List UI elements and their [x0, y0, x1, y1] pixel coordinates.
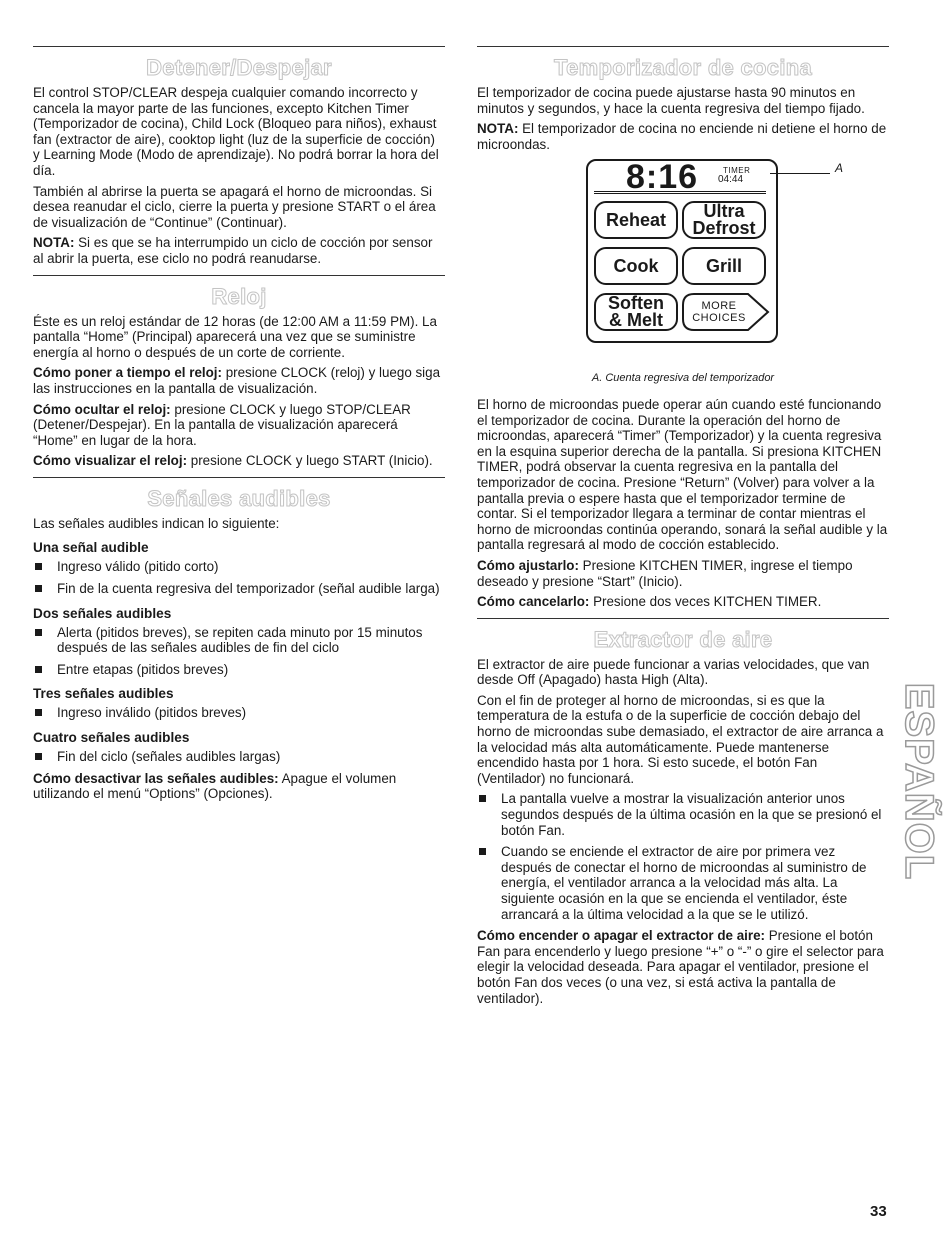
list-item: Entre etapas (pitidos breves): [33, 662, 445, 678]
soften-melt-button: [594, 293, 678, 331]
line-2: Defrost: [692, 218, 756, 239]
heading-temporizador: Temporizador de cocina: [553, 55, 813, 80]
control-panel: [586, 159, 778, 343]
list-item: Fin de la cuenta regresiva del temporizador (señal audible larga): [33, 581, 445, 597]
temporizador-cancel: [477, 594, 889, 610]
reheat-label: Reheat: [605, 209, 667, 230]
display-time: 8:16: [626, 158, 699, 197]
note-label: NOTA:: [33, 235, 75, 251]
label: Cómo visualizar el reloj:: [33, 453, 188, 469]
subhead-tres-senales: Tres señales audibles: [33, 686, 174, 702]
list-item: La pantalla vuelve a mostrar la visualización anterior unos segundos después de la última ocasión en la que se presionó el botón Fan.: [477, 791, 889, 838]
more-choices-button: [682, 293, 756, 331]
label: Cómo poner a tiempo el reloj:: [33, 365, 222, 381]
left-column: [33, 46, 445, 807]
detener-note: [33, 235, 445, 266]
more-choices-label: [692, 300, 746, 324]
line-1: Soften: [608, 293, 664, 314]
extractor-toggle: [477, 928, 889, 1006]
temporizador-paragraph-1: El temporizador de cocina puede ajustarse hasta 90 minutos en minutos y segundos, y hace la cuenta regresiva del tiempo fijado.: [477, 85, 865, 116]
right-column: [477, 46, 889, 1011]
temporizador-paragraph-2: El horno de microondas puede operar aún cuando esté funcionando el temporizador de cocina. Durante la operación del horno de microondas, aparecerá “Timer” (Temporizador) y la cuenta regresiva en la esquina superior derecha de la pantalla. Si presiona KITCHEN TIMER, podrá observar la cuenta regresiva en la pantalla del temporizador de cocina. Presione “Return” (Volver) para volver a la pantalla previa o espere hasta que el temporizador termine de contar. Si el temporizador llegara a terminar de contar mientras el horno de microondas continúa operando, sonará la señal audible y la pantalla regresará al modo de cocción establecido.: [477, 396, 888, 553]
line-1: MORE: [701, 300, 737, 313]
section-divider: [477, 46, 889, 47]
subhead-una-senal: Una señal audible: [33, 540, 149, 556]
section-divider: [33, 46, 445, 47]
list-dos-senales: [33, 625, 445, 678]
cook-button: [594, 247, 678, 285]
side-tab-label: ESPAÑOL: [897, 682, 942, 880]
text: Presione KITCHEN TIMER, ingrese el tiempo deseado y presione “Start” (Inicio).: [477, 557, 853, 589]
reloj-set-clock: [33, 365, 445, 396]
ultra-defrost-label: [692, 203, 755, 237]
heading-extractor: Extractor de aire: [593, 626, 773, 652]
callout-label: A: [835, 161, 844, 176]
note-text: El temporizador de cocina no enciende ni detiene el horno de microondas.: [477, 121, 887, 152]
language-side-tab: [897, 650, 942, 912]
list-item: Ingreso válido (pitido corto): [33, 559, 445, 575]
label: Cómo desactivar las señales audibles:: [33, 770, 279, 786]
section-divider: [477, 618, 889, 619]
detener-paragraph-2: También al abrirse la puerta se apagará el horno de microondas. Si desea reanudar el ciclo, cierre la puerta y presione START o el área de visualización de “Continue” (Continuar).: [33, 183, 436, 230]
heading-reloj: Reloj: [211, 283, 267, 309]
text: Apague el volumen utilizando el menú “Options” (Opciones).: [33, 770, 397, 802]
label: Cómo ocultar el reloj:: [33, 401, 171, 417]
grill-button: [682, 247, 766, 285]
panel-display: [594, 158, 766, 197]
control-panel-figure: [477, 157, 889, 369]
section-divider: [33, 275, 445, 276]
line-1: Ultra: [703, 201, 745, 222]
soften-melt-label: [608, 295, 664, 329]
note-text: Si es que se ha interrumpido un ciclo de cocción por sensor al abrir la puerta, ese ciclo no podrá reanudarse.: [33, 235, 433, 266]
callout-leader-line: [770, 173, 830, 174]
subhead-cuatro-senales: Cuatro señales audibles: [33, 730, 190, 746]
temporizador-note: [477, 121, 889, 152]
ultra-defrost-button: [682, 201, 766, 239]
text: presione CLOCK y luego STOP/CLEAR (Detener/Despejar). En la pantalla de visualización aparecerá “Home” en lugar de la hora.: [33, 401, 411, 448]
list-item: Cuando se enciende el extractor de aire por primera vez después de conectar el horno de microondas al suministro de energía, el ventilador arranca a la velocidad más alta. La siguiente ocasión en la que se encienda el ventilador, éste arrancará a la última velocidad a la que se le utilizó.: [477, 844, 889, 922]
text: Presione el botón Fan para encenderlo y luego presione “+” o “-” o gire el selector para elegir la velocidad deseada. Para apagar el ventilador, presione el botón Fan dos veces (o una vez, si está activa la pantalla de ventilador).: [477, 928, 884, 1006]
temporizador-set: [477, 558, 889, 589]
subhead-dos-senales: Dos señales audibles: [33, 605, 172, 621]
list-item: Fin del ciclo (señales audibles largas): [33, 749, 445, 765]
cook-label: Cook: [613, 255, 659, 276]
line-2: & Melt: [609, 310, 663, 331]
senales-intro: Las señales audibles indican lo siguiente:: [33, 515, 280, 531]
heading-detener: Detener/Despejar: [146, 55, 332, 80]
list-item: Ingreso inválido (pitidos breves): [33, 705, 445, 721]
label: Cómo ajustarlo:: [477, 557, 579, 573]
section-divider: [33, 477, 445, 478]
reheat-button: [594, 201, 678, 239]
label: Cómo cancelarlo:: [477, 594, 590, 610]
reloj-hide-clock: [33, 402, 445, 449]
grill-label: Grill: [705, 255, 742, 276]
text: Presione dos veces KITCHEN TIMER.: [589, 594, 822, 610]
reloj-paragraph-1: Éste es un reloj estándar de 12 horas (de 12:00 AM a 11:59 PM). La pantalla “Home” (Principal) aparecerá una vez que se suministre energía al horno o después de un corte de corriente.: [33, 313, 437, 360]
page-number: 33: [870, 1203, 887, 1220]
timer-countdown: 04:44: [718, 174, 744, 186]
line-2: CHOICES: [692, 312, 746, 325]
reloj-show-clock: [33, 453, 445, 469]
heading-senales: Señales audibles: [147, 485, 331, 511]
label: Cómo encender o apagar el extractor de aire:: [477, 928, 765, 944]
list-tres-senales: [33, 705, 445, 721]
extractor-paragraph-1: El extractor de aire puede funcionar a varias velocidades, que van desde Off (Apagado) hasta High (Alta).: [477, 656, 870, 688]
timer-label: TIMER: [723, 166, 751, 176]
extractor-list: [477, 791, 889, 922]
text: presione CLOCK (reloj) y luego siga las instrucciones en la pantalla de visualización.: [33, 365, 441, 396]
list-cuatro-senales: [33, 749, 445, 765]
note-label: NOTA:: [477, 121, 519, 137]
list-una-senal: [33, 559, 445, 596]
figure-caption: A. Cuenta regresiva del temporizador: [591, 372, 775, 385]
extractor-paragraph-2: Con el fin de proteger al horno de microondas, si es que la temperatura de la estufa o de la superficie de cocción debajo del horno de microondas sube demasiado, el extractor de aire arranca a la velocidad más alta automáticamente. Puede mantenerse encendido hasta por 1 hora. Si esto sucede, el botón Fan (Ventilador) no funcionará.: [477, 692, 884, 786]
list-item: Alerta (pitidos breves), se repiten cada minuto por 15 minutos después de las señales audibles de fin del ciclo: [33, 625, 445, 656]
text: presione CLOCK y luego START (Inicio).: [187, 453, 433, 469]
senales-disable: [33, 771, 445, 802]
detener-paragraph-1: El control STOP/CLEAR despeja cualquier comando incorrecto y cancela la mayor parte de las funciones, excepto Kitchen Timer (Temporizador de cocina), Child Lock (Bloqueo para niños), exhaust fan (extractor de aire), cooktop light (luz de la superficie de cocción) y Learning Mode (Modo de aprendizaje). No podrá borrar la hora del día.: [33, 85, 439, 178]
